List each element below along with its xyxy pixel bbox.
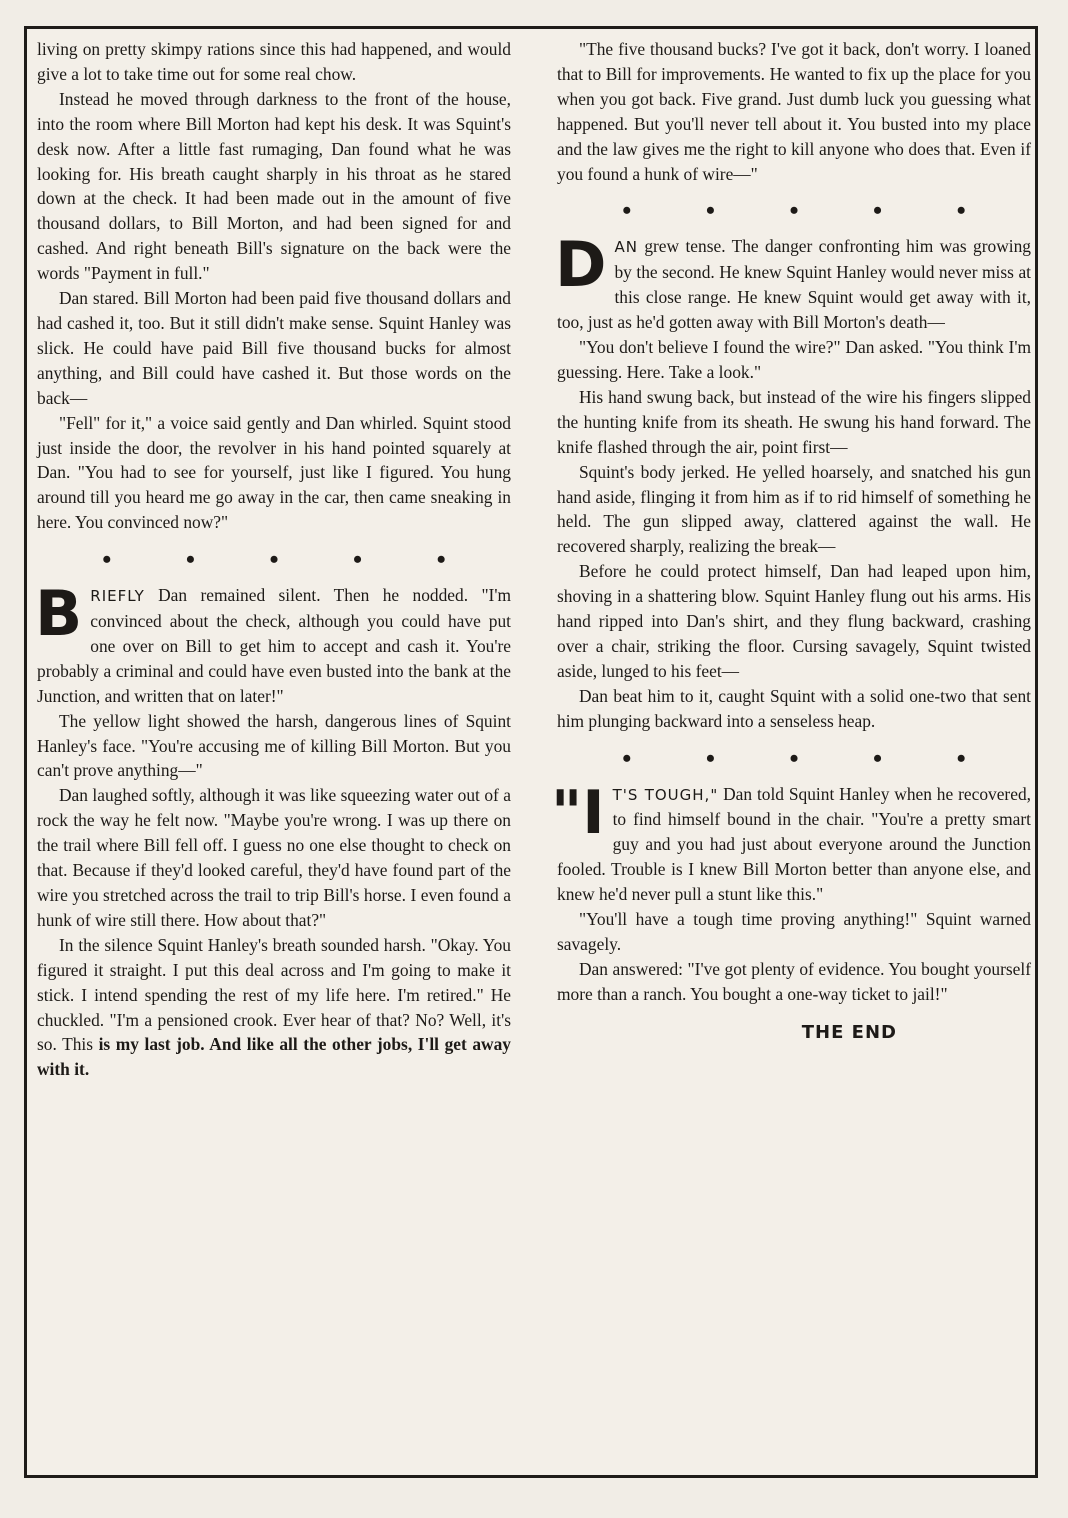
paragraph-text: grew tense. The danger confronting him was growing by the second. He knew Squint Hanley would never miss at this close range. He knew Squint would get away with it, too, just as he'd gotten away with Bill Morton's death—	[557, 236, 1031, 333]
story-page	[24, 26, 1038, 1478]
lead-word: T'S TOUGH,"	[612, 785, 719, 804]
paragraph	[37, 933, 511, 1082]
paragraph-text: In the silence Squint Hanley's breath sounded harsh. "Okay. You figured it straight. I put this deal across and I'm going to make it stick. I intend spending the rest of my life here. I'm retired." He chuckled. "I'm a pensioned crook. Ever hear of that? No? Well, it's so. This	[37, 934, 511, 1055]
paragraph: The yellow light showed the harsh, dangerous lines of Squint Hanley's face. "You're accusing me of killing Bill Morton. But you can't prove anything—"	[37, 710, 511, 781]
lead-word: AN	[614, 238, 638, 257]
drop-cap: D	[555, 228, 607, 302]
paragraph: "You don't believe I found the wire?" Dan asked. "You think I'm guessing. Here. Take a look."	[557, 337, 1031, 382]
paragraph: His hand swung back, but instead of the wire his fingers slipped the hunting knife from its sheath. He swung his hand forward. The knife flashed through the air, point first—	[557, 386, 1031, 457]
bold-text: is my last job. And like all the other jobs, I'll get away with it.	[37, 1034, 511, 1080]
paragraph-dropcap	[555, 228, 1031, 335]
paragraph: "You'll have a tough time proving anything!" Squint warned savagely.	[557, 909, 1031, 954]
left-column	[37, 37, 511, 1082]
section-divider: • • • • •	[622, 743, 1000, 773]
paragraph: Dan answered: "I've got plenty of evidence. You bought yourself more than a ranch. You bought a one-way ticket to jail!"	[557, 958, 1031, 1004]
paragraph: "The five thousand bucks? I've got it back, don't worry. I loaned that to Bill for improvements. He wanted to fix up the place for you when you got back. Five grand. Just dumb luck you guessing what happened. But you'll never tell about it. You busted into my place and the law gives me the right to kill anyone who does that. Even if you found a hunk of wire—"	[557, 39, 1031, 184]
paragraph: "Fell" for it," a voice said gently and Dan whirled. Squint stood just inside the door, the revolver in his hand pointed squarely at Dan. "You had to see for yourself, just like I figured. You hung around till you heard me go away in the car, then came sneaking in here. You convinced now?"	[37, 412, 511, 533]
paragraph: Dan stared. Bill Morton had been paid five thousand dollars and had cashed it, too. But it still didn't make sense. Squint Hanley was slick. He could have paid Bill five thousand bucks for almost anything, and Bill could have cashed it. But those words on the back—	[37, 288, 511, 408]
the-end-label: THE END	[801, 1021, 897, 1043]
paragraph: Instead he moved through darkness to the front of the house, into the room where Bill Morton had kept his desk. It was Squint's desk now. After a little fast rumaging, Dan found what he was looking for. His breath caught sharply in his throat as he stared down at the check. It had been made out in the amount of five thousand dollars, to Bill Morton, and had been signed for and cashed. And right beneath Bill's signature on the back were the words "Payment in full."	[37, 88, 511, 284]
paragraph-dropcap	[35, 577, 511, 709]
paragraph-dropcap	[551, 777, 1031, 908]
paragraph: Squint's body jerked. He yelled hoarsely, and snatched his gun hand aside, flinging it from him as if to rid himself of something he held. The gun slipped away, clattered against the wall. He recovered sharply, realizing the break—	[557, 461, 1031, 557]
lead-word: RIEFLY	[90, 587, 145, 606]
section-divider: • • • • •	[622, 196, 1000, 226]
paragraph: Dan laughed softly, although it was like squeezing water out of a rock the way he felt now. "Maybe you're wrong. I was up there on the trail where Bill fell off. I guess no one else thought to check on that. Because if they'd looked careful, they'd have found part of the wire you stretched across the trail to trip Bill's horse. I even found a hunk of wire still there. How about that?"	[37, 785, 511, 930]
drop-cap: B	[35, 577, 83, 651]
paragraph: Before he could protect himself, Dan had leaped upon him, shoving in a shattering blow. Squint Hanley flung out his arms. His hand ripped into Dan's shirt, and they flung backward, crashing over a chair, striking the floor. Cursing savagely, Squint twisted aside, lunged to his feet—	[557, 561, 1031, 681]
section-divider: • • • • •	[102, 545, 480, 575]
paragraph-text: Dan remained silent. Then he nodded. "I'm convinced about the check, although you could have put one over on Bill to get him to accept and cash it. You're probably a criminal and could have even busted into the bank at the Junction, and written that on later!"	[37, 585, 511, 706]
paragraph: Dan beat him to it, caught Squint with a solid one-two that sent him plunging backward into a senseless heap.	[557, 685, 1031, 731]
drop-cap: "I	[551, 777, 605, 848]
paragraph-text: Dan told Squint Hanley when he recovered, to find himself bound in the chair. "You're a pretty smart guy and you had just about everyone around the Junction fooled. Trouble is I knew Bill Morton better than anyone else, and knew he'd never pull a stunt like this."	[557, 783, 1031, 905]
right-column	[551, 37, 1031, 1046]
paragraph: living on pretty skimpy rations since this had happened, and would give a lot to take time out for some real chow.	[37, 39, 511, 84]
